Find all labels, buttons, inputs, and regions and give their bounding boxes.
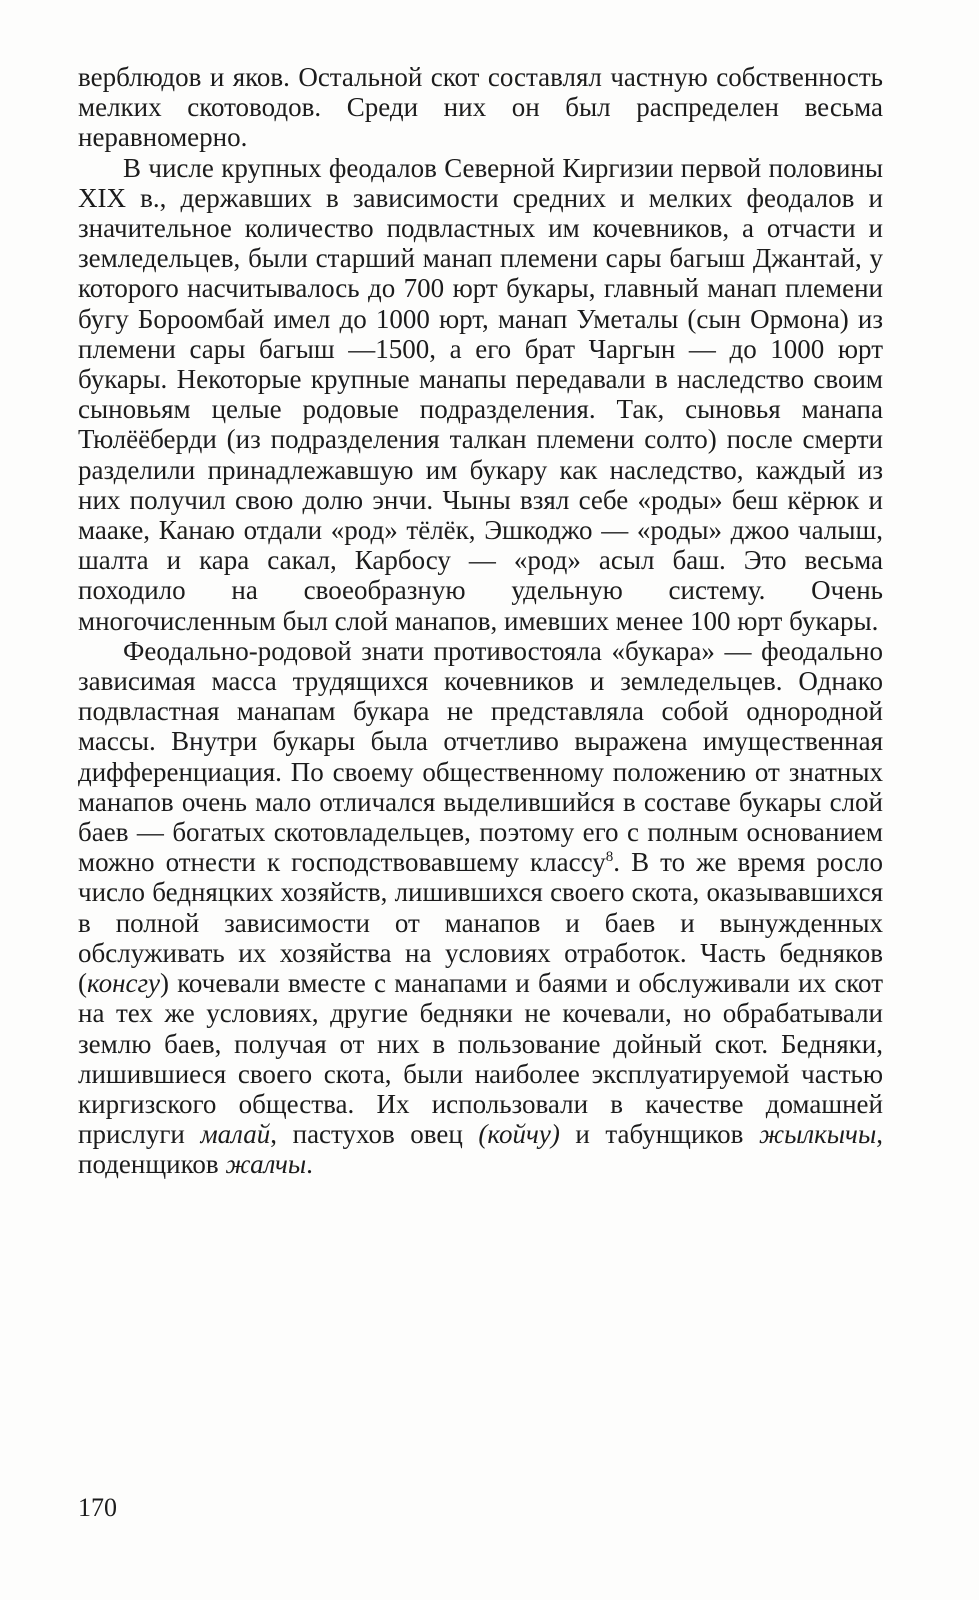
paragraph-text-end: . [306,1149,313,1180]
paragraph-bukara [78,636,883,1180]
term-malai: малай [200,1119,271,1150]
term-zhalchy: жалчы [225,1149,307,1180]
paragraph-text-3: ) кочевали вместе с манапами и баями и обслуживали их скот на тех же условиях, другие бедняки не кочевали, но обрабатывали землю баев, получая от них в пользование дойный скот. Бедняки, лишившиеся своего скота, были наиболее эксплуатируемой частью киргизского общества. Их использовали в качестве домашней прислуги [78,968,883,1150]
term-zhylkychy: жылкычы [758,1119,877,1150]
body-text [78,62,883,1180]
term-kongu: консгу [87,968,160,999]
term-koichu: (койчу) [478,1119,560,1150]
paragraph-text-6: , поденщиков [78,1119,883,1180]
footnote-reference: 8 [605,849,614,866]
page-number: 170 [78,1493,117,1522]
paragraph-text-2: . В то же время росло число бедняцких хозяйств, лишившихся своего скота, оказывавшихся в полной зависимости от манапов и баев и вынужденных обслуживать их хозяйства на условиях отработок. Часть бедняков ( [78,847,883,999]
paragraph-text-1: Феодально-родовой знати противостояла «букара» — феодально зависимая масса трудящихся кочевников и земледельцев. Однако подвластная манапам букара не представляла собой однородной массы. Внутри букары была отчетливо выражена имущественная дифференциация. По своему общественному положению от знатных манапов очень мало отличался выделившийся в составе букары слой баев — богатых скотовладельцев, поэтому его с полным основанием можно отнести к господствовавшему классу [78,635,883,878]
paragraph-text-4: , пастухов овец [270,1119,479,1150]
paragraph-text-5: и табунщиков [559,1119,759,1150]
paragraph-continuation: верблюдов и яков. Остальной скот составлял частную собственность мелких скотоводов. Среди них он был распределен весьма неравномерно. [78,62,883,153]
paragraph-feudals: В числе крупных феодалов Северной Киргизии первой половины XIX в., державших в зависимости средних и мелких феодалов и значительное количество подвластных им кочевников, а отчасти и земледельцев, были старший манап племени сары багыш Джантай, у которого насчитывалось до 700 юрт букары, главный манап племени бугу Бороомбай имел до 1000 юрт, манап Уметалы (сын Ормона) из племени сары багыш —1500, а его брат Чаргын — до 1000 юрт букары. Некоторые крупные манапы передавали в наследство своим сыновьям целые родовые подразделения. Так, сыновья манапа Тюлёёберди (из подразделения талкан племени солто) после смерти разделили принадлежавшую им букару как наследство, каждый из них получил свою долю энчи. Чыны взял себе «роды» беш кёрюк и мааке, Канаю отдали «род» тёлёк, Эшкоджо — «роды» джоо чалыш, шалта и кара сакал, Карбосу — «род» асыл баш. Это весьма походило на своеобразную удельную систему. Очень многочисленным был слой манапов, имевших менее 100 юрт букары. [78,152,883,636]
